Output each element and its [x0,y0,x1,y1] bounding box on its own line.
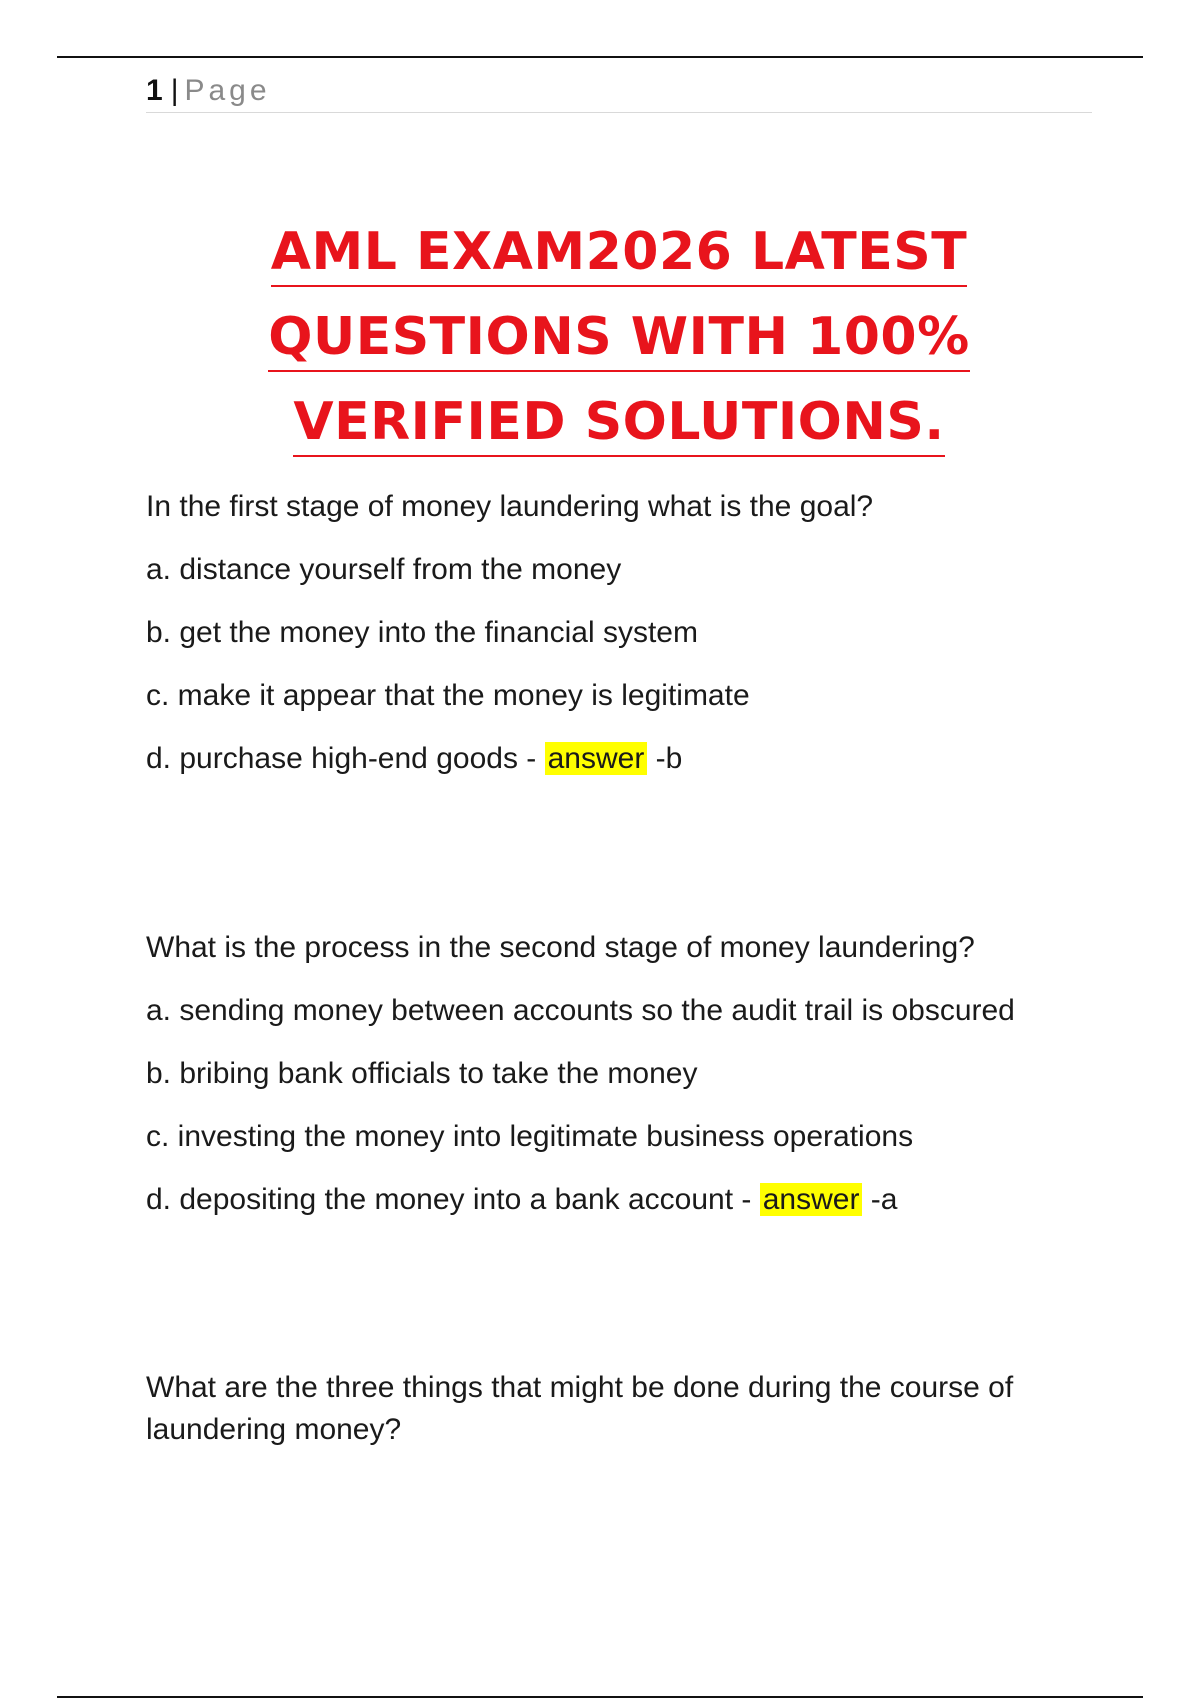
option-a: a. distance yourself from the money [146,553,622,586]
option-b: b. bribing bank officials to take the money [146,1057,698,1090]
option-d-line [146,738,1092,801]
option-c: c. make it appear that the money is legitimate [146,679,750,712]
question-text: What is the process in the second stage of money laundering? [146,931,975,964]
title-line-2: QUESTIONS WITH 100% [268,304,969,372]
question-text: In the first stage of money laundering what is the goal? [146,490,874,523]
document-title [146,210,1092,465]
answer-highlight: answer [760,1183,863,1216]
page-number: 1 [146,74,163,107]
option-d-line [146,1179,1092,1242]
answer-value: -a [862,1183,898,1216]
answer-highlight: answer [545,742,648,775]
page-word: Page [184,74,271,107]
option-b: b. get the money into the financial system [146,616,698,649]
option-d: d. depositing the money into a bank account - [146,1183,760,1216]
question-block-3 [146,1367,1092,1451]
title-line-1: AML EXAM2026 LATEST [271,219,967,287]
question-block-2 [146,927,1092,1242]
title-line-3: VERIFIED SOLUTIONS. [293,389,944,457]
top-rule [57,56,1143,58]
answer-value: -b [647,742,683,775]
question-text: What are the three things that might be done during the course of laundering money? [146,1371,1014,1446]
option-d: d. purchase high-end goods - [146,742,545,775]
page-separator: | [170,74,179,107]
question-block-1 [146,486,1092,801]
page-header [146,70,1092,113]
option-a: a. sending money between accounts so the audit trail is obscured [146,994,1015,1027]
option-c: c. investing the money into legitimate business operations [146,1120,914,1153]
bottom-rule [57,1696,1143,1698]
